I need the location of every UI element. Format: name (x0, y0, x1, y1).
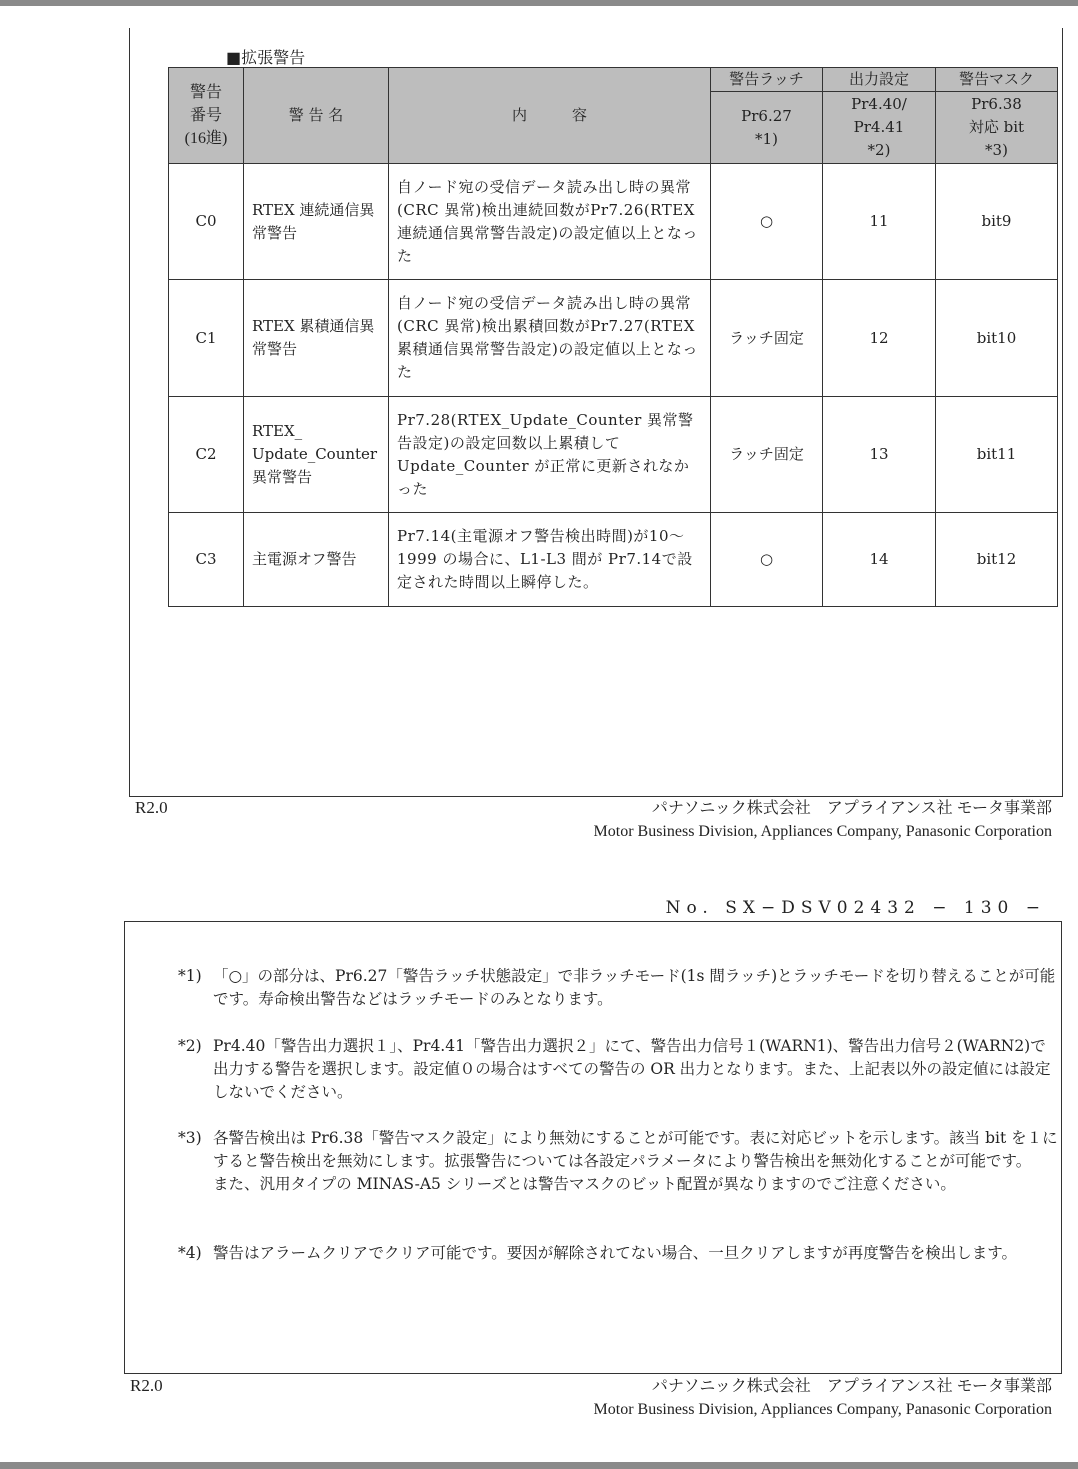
warning-latch: ○ (711, 164, 823, 280)
warning-latch: ラッチ固定 (711, 280, 823, 397)
warning-code: C2 (169, 397, 244, 513)
warning-latch: ○ (711, 513, 823, 607)
note-text: 警告はアラームクリアでクリア可能です。要因が解除されてない場合、一旦クリアしますが再度警告を検出します。 (213, 1244, 1017, 1262)
document-number: No. SX−DSV02432 − 130 − (665, 898, 1046, 918)
warning-content: Pr7.28(RTEX_Update_Counter 異常警告設定)の設定回数以上累積してUpdate_Counter が正常に更新されなかった (389, 397, 711, 513)
company-en: Motor Business Division, Appliances Company, Panasonic Corporation (593, 1401, 1052, 1418)
revision-label: R2.0 (130, 1376, 163, 1395)
company-jp: パナソニック株式会社 アプライアンス社 モータ事業部 (651, 1378, 1052, 1395)
warning-output: 14 (823, 513, 936, 607)
note-4 (178, 1242, 1058, 1265)
warning-output: 12 (823, 280, 936, 397)
warning-output: 11 (823, 164, 936, 280)
warning-output: 13 (823, 397, 936, 513)
warning-content: 自ノード宛の受信データ読み出し時の異常(CRC 異常)検出連続回数がPr7.26(RTEX 連続通信異常警告設定)の設定値以上となった (389, 164, 711, 280)
header-mask-param: Pr6.38 対応 bit *3) (936, 92, 1058, 164)
note-mark: *1) (178, 967, 202, 985)
warning-latch: ラッチ固定 (711, 397, 823, 513)
warning-name: RTEX 連続通信異常警告 (244, 164, 389, 280)
table-row (169, 397, 1058, 513)
note-3 (178, 1127, 1058, 1196)
note-text: 「○」の部分は、Pr6.27「警告ラッチ状態設定」で非ラッチモード(1s 間ラッチ)とラッチモードを切り替えることが可能です。寿命検出警告などはラッチモードのみとなります。 (213, 967, 1056, 1008)
warning-name: 主電源オフ警告 (244, 513, 389, 607)
header-number (169, 68, 244, 164)
warning-content: Pr7.14(主電源オフ警告検出時間)が10～1999 の場合に、L1-L3 間が Pr7.14で設定された時間以上瞬停した。 (389, 513, 711, 607)
header-latch-param: Pr6.27 *1) (711, 92, 823, 164)
warning-name: RTEX_ Update_Counter 異常警告 (244, 397, 389, 513)
note-text: Pr4.40「警告出力選択１」、Pr4.41「警告出力選択２」にて、警告出力信号１(WARN1)、警告出力信号２(WARN2)で出力する警告を選択します。設定値０の場合はすべての警告の OR 出力となります。また、上記表以外の設定値には設定しないでください。 (213, 1037, 1051, 1101)
warning-code: C0 (169, 164, 244, 280)
header-output: 出力設定 (823, 68, 936, 92)
revision-label: R2.0 (135, 798, 168, 817)
bottom-scroll-edge (0, 1462, 1078, 1469)
note-text: 各警告検出は Pr6.38「警告マスク設定」により無効にすることが可能です。表に対応ビットを示します。該当 bit を１にすると警告検出を無効にします。拡張警告については各設定パラメータにより警告検出を無効化することが可能です。 (213, 1129, 1058, 1170)
warning-code: C3 (169, 513, 244, 607)
header-name: 警 告 名 (244, 68, 389, 164)
header-latch: 警告ラッチ (711, 68, 823, 92)
company-footer (594, 797, 1052, 843)
note-mark: *4) (178, 1244, 202, 1262)
top-scroll-edge (0, 0, 1078, 6)
warning-code: C1 (169, 280, 244, 397)
warning-mask: bit11 (936, 397, 1058, 513)
note-mark: *2) (178, 1037, 202, 1055)
warning-name: RTEX 累積通信異常警告 (244, 280, 389, 397)
section-title: ■拡張警告 (226, 48, 306, 67)
note-2 (178, 1035, 1058, 1104)
warning-mask: bit9 (936, 164, 1058, 280)
company-footer (594, 1375, 1052, 1421)
table-row (169, 513, 1058, 607)
warning-mask: bit10 (936, 280, 1058, 397)
note-text: また、汎用タイプの MINAS-A5 シリーズとは警告マスクのビット配置が異なりますのでご注意ください。 (213, 1175, 956, 1193)
note-1 (178, 965, 1058, 1011)
warning-mask: bit12 (936, 513, 1058, 607)
warning-content: 自ノード宛の受信データ読み出し時の異常(CRC 異常)検出累積回数がPr7.27(RTEX 累積通信異常警告設定)の設定値以上となった (389, 280, 711, 397)
company-en: Motor Business Division, Appliances Company, Panasonic Corporation (593, 823, 1052, 840)
note-mark: *3) (178, 1129, 202, 1147)
table-row (169, 164, 1058, 280)
header-number-text: 警告番号(16進) (184, 84, 228, 147)
header-content: 内 容 (389, 68, 711, 164)
company-jp: パナソニック株式会社 アプライアンス社 モータ事業部 (651, 800, 1052, 817)
header-output-param: Pr4.40/ Pr4.41 *2) (823, 92, 936, 164)
header-mask: 警告マスク (936, 68, 1058, 92)
table-row (169, 280, 1058, 397)
extended-warning-table (168, 67, 1058, 607)
